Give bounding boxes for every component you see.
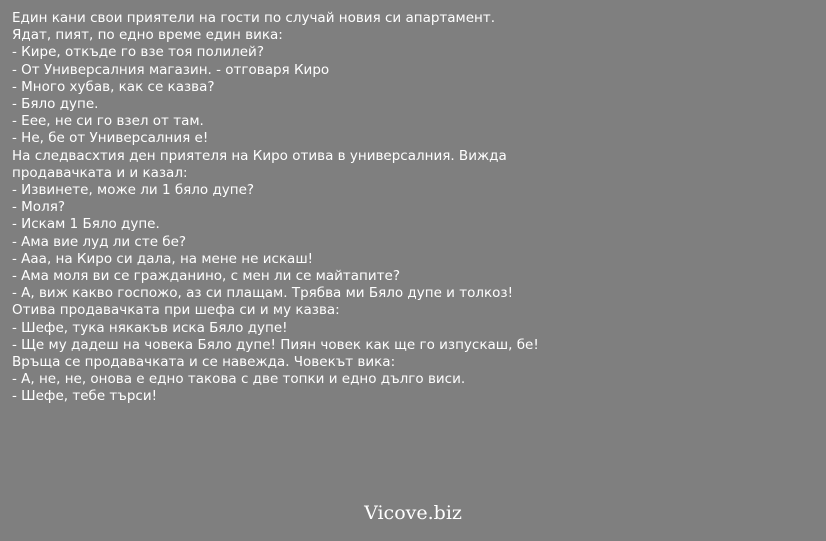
joke-line: - От Универсалния магазин. - отговаря Киро xyxy=(12,61,330,78)
joke-line: - Искам 1 Бяло дупе. xyxy=(12,216,160,233)
joke-line: - А, не, не, онова е едно такова с две топки и едно дълго виси. xyxy=(12,371,466,388)
joke-line: Един кани свои приятели на гости по случай новия си апартамент. xyxy=(12,10,496,26)
joke-line: - Извинете, може ли 1 бяло дупе? xyxy=(12,182,255,199)
joke-line: На следвасхтия ден приятеля на Киро отива в универсалния. Вижда xyxy=(12,147,507,164)
joke-line: - Еее, не си го взел от там. xyxy=(12,113,204,130)
joke-line: Ядат, пият, по едно време един вика: xyxy=(12,27,283,44)
joke-line: - Моля? xyxy=(12,199,65,216)
joke-line: - Ще му дадеш на човека Бяло дупе! Пиян човек как ще го изпускаш, бе! xyxy=(12,336,539,353)
site-watermark: Vicove.biz xyxy=(364,502,462,524)
joke-line: Отива продавачката при шефа си и му казва: xyxy=(12,302,340,319)
joke-line: продавачката и и казал: xyxy=(12,164,188,181)
joke-line: - Шефе, тебе търси! xyxy=(12,388,158,405)
joke-line: - Не, бе от Универсалния е! xyxy=(12,130,209,147)
joke-line: - Много хубав, как се казва? xyxy=(12,78,215,95)
joke-line: - Бяло дупе. xyxy=(12,96,99,113)
joke-line: Връща се продавачката и се навежда. Човекът вика: xyxy=(12,354,396,371)
joke-line: - Ама моля ви се гражданино, с мен ли се майтапите? xyxy=(12,268,400,285)
joke-line: - Ааа, на Киро си дала, на мене не искаш! xyxy=(12,250,314,267)
joke-line: - А, виж какво госпожо, аз си плащам. Трябва ми Бяло дупе и толкоз! xyxy=(12,285,513,302)
joke-line: - Кире, откъде го взе тоя полилей? xyxy=(12,44,264,61)
joke-line: - Шефе, тука някакъв иска Бяло дупе! xyxy=(12,319,288,336)
joke-line: - Ама вие луд ли сте бе? xyxy=(12,233,187,250)
joke-text xyxy=(12,10,812,406)
